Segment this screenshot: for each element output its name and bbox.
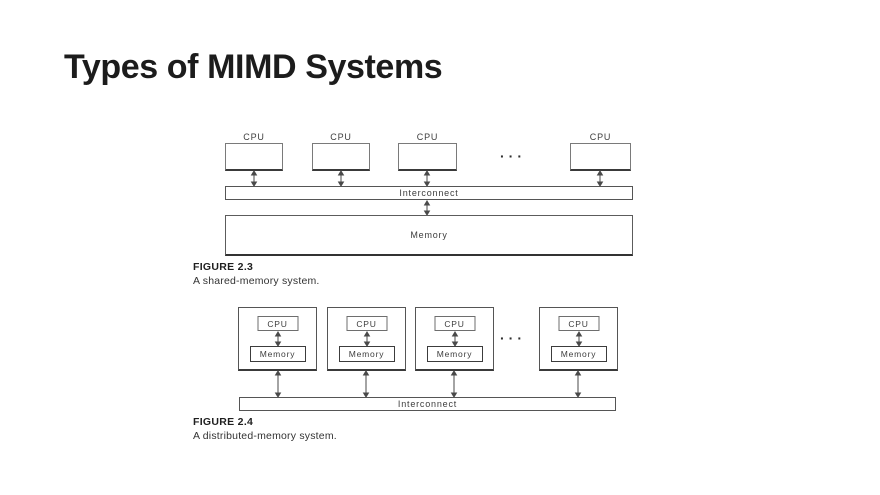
double-arrow-icon: [273, 331, 282, 347]
double-arrow-icon: [450, 331, 459, 347]
cpu-label: CPU: [243, 132, 265, 142]
cpu-label: CPU: [444, 318, 465, 329]
memory-label: Memory: [410, 230, 448, 240]
double-arrow-icon: [274, 370, 283, 398]
cpu-label: CPU: [416, 132, 439, 142]
figure-caption-label: FIGURE 2.3: [193, 261, 254, 273]
memory-label: Memory: [259, 349, 296, 359]
memory-label: Memory: [436, 349, 473, 359]
cpu-label: CPU: [356, 318, 377, 329]
double-arrow-icon: [362, 370, 371, 398]
memory-box: [339, 346, 395, 362]
figure-caption-label: FIGURE 2.4: [193, 416, 254, 428]
cpu-label: CPU: [267, 318, 288, 329]
memory-box: [427, 346, 483, 362]
figure-caption-text: A shared-memory system.: [193, 275, 320, 287]
cpu-box: [558, 316, 599, 331]
node-box: [415, 307, 494, 371]
ellipsis-dots: ···: [500, 330, 526, 346]
double-arrow-icon: [574, 331, 583, 347]
memory-box: [551, 346, 607, 362]
ellipsis-dots: ···: [500, 148, 526, 164]
double-arrow-icon: [362, 331, 371, 347]
figure-caption-text: A distributed-memory system.: [193, 430, 337, 442]
slide-title: Types of MIMD Systems: [64, 48, 443, 86]
interconnect-bar: [239, 397, 616, 411]
double-arrow-icon: [450, 370, 459, 398]
cpu-label: CPU: [568, 318, 589, 329]
interconnect-label: Interconnect: [397, 399, 458, 409]
memory-label: Memory: [560, 349, 597, 359]
memory-box: [250, 346, 306, 362]
cpu-box: [434, 316, 475, 331]
node-box: [327, 307, 406, 371]
double-arrow-icon: [574, 370, 583, 398]
interconnect-label: Interconnect: [399, 188, 459, 198]
cpu-label: CPU: [330, 132, 352, 142]
cpu-label: CPU: [589, 132, 612, 142]
node-box: [238, 307, 317, 371]
cpu-box: [346, 316, 387, 331]
cpu-box: [257, 316, 298, 331]
node-box: [539, 307, 618, 371]
memory-label: Memory: [348, 349, 385, 359]
